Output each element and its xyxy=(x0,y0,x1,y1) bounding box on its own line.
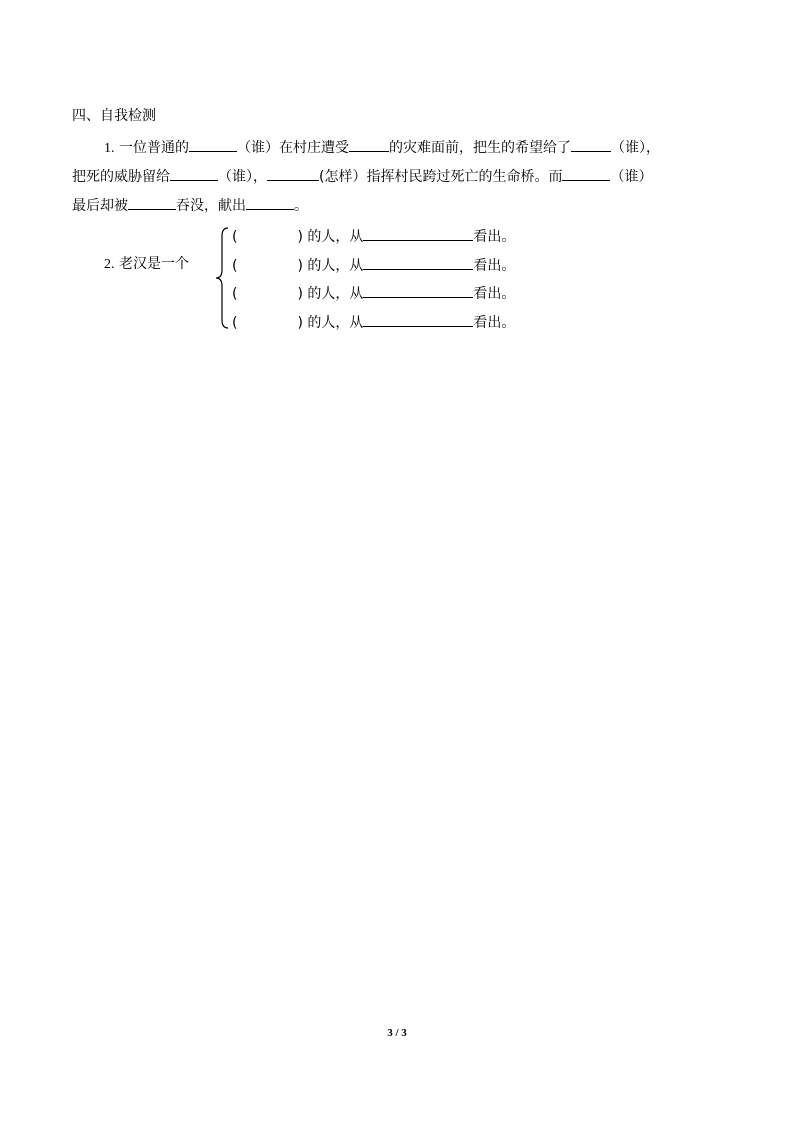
page-number: 3 / 3 xyxy=(387,1027,407,1039)
q2-item: ( ) 的人，从 看出。 xyxy=(232,254,515,274)
q1-text: （谁） xyxy=(610,169,653,185)
q1-text: 吞没，献出 xyxy=(176,198,246,214)
q1-text: 的灾难面前，把生的希望给了 xyxy=(388,140,571,156)
answer-blank[interactable] xyxy=(562,165,610,181)
q2-text: 老汉是一个 xyxy=(118,256,189,272)
q1-text: 最后却被 xyxy=(72,198,128,214)
answer-blank[interactable] xyxy=(170,165,218,181)
answer-blank[interactable] xyxy=(246,194,294,210)
answer-blank[interactable] xyxy=(363,282,473,298)
section-title: 四、自我检测 xyxy=(72,108,156,124)
answer-blank[interactable] xyxy=(363,254,473,270)
q2-number: 2. xyxy=(104,257,115,272)
answer-blank[interactable] xyxy=(363,225,473,241)
q1-text: (怎样）指挥村民跨过死亡的生命桥。而 xyxy=(319,169,563,185)
q1-line-2 xyxy=(72,165,652,185)
q1-number: 1. xyxy=(104,141,115,156)
answer-blank[interactable] xyxy=(349,136,389,152)
answer-blank[interactable] xyxy=(128,194,176,210)
curly-brace-icon xyxy=(214,226,230,330)
q1-line-1 xyxy=(104,136,660,156)
q1-text: 把死的威胁留给 xyxy=(72,169,170,185)
answer-blank[interactable] xyxy=(363,311,473,327)
q1-text: 一位普通的 xyxy=(118,140,189,156)
q1-line-3 xyxy=(72,194,308,214)
q1-text: （谁）， xyxy=(218,169,267,185)
answer-blank[interactable] xyxy=(189,136,237,152)
q1-text: （谁）在村庄遭受 xyxy=(236,140,349,156)
q1-text: （谁）， xyxy=(610,140,660,156)
q2-item: ( ) 的人，从 看出。 xyxy=(232,225,515,245)
q1-text: 。 xyxy=(294,198,308,214)
q2-item: ( ) 的人，从 看出。 xyxy=(232,282,515,302)
q2-label xyxy=(104,254,189,274)
answer-blank[interactable] xyxy=(267,165,319,181)
q2-item: ( ) 的人，从 看出。 xyxy=(232,311,515,331)
answer-blank[interactable] xyxy=(571,136,611,152)
